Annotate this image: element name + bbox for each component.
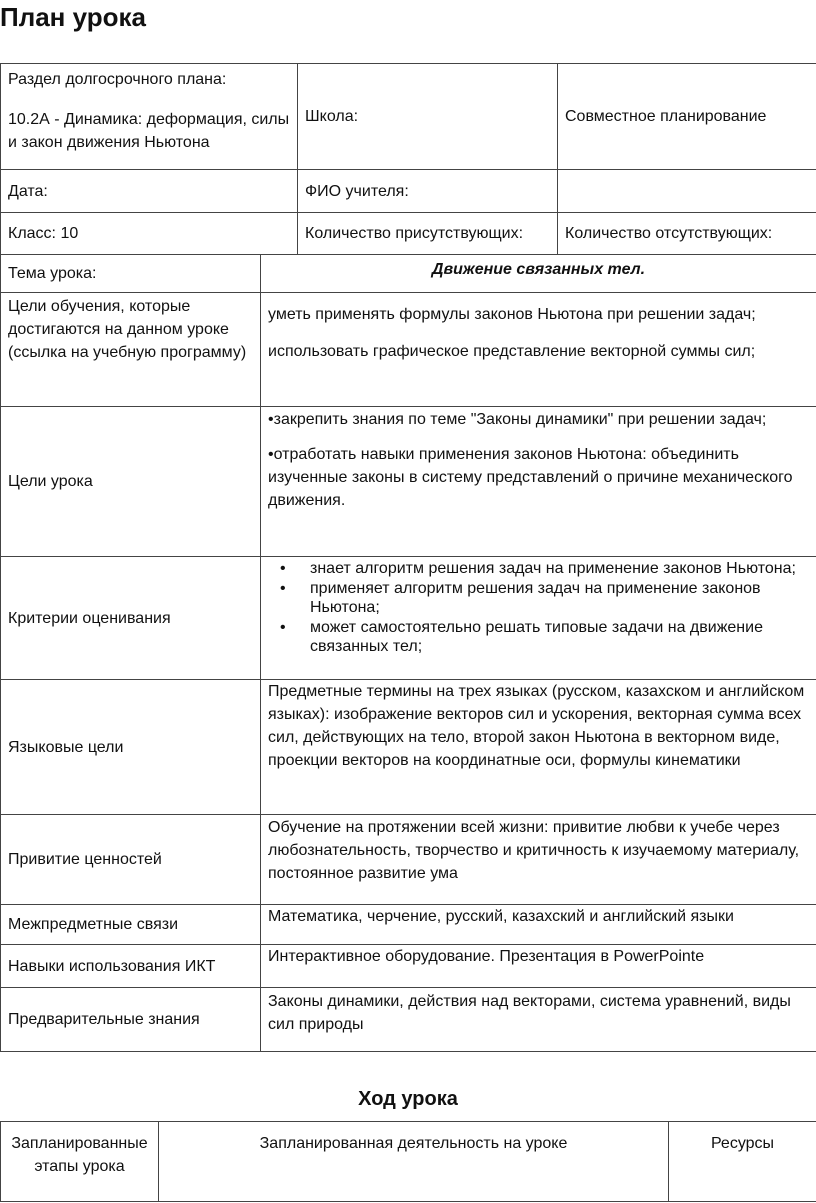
lesson-header-table: [0, 63, 816, 255]
date-cell: [1, 170, 298, 213]
criteria-list: [268, 559, 809, 657]
section-cell: [1, 64, 298, 170]
activity-header-cell: [159, 1122, 669, 1202]
ict-cell: [261, 945, 816, 988]
class-cell: [1, 213, 298, 255]
criteria-item: • может самостоятельно решать типовые задачи на движение связанных тел;: [268, 618, 809, 657]
criteria-item: • знает алгоритм решения задач на применение законов Ньютона;: [268, 559, 809, 579]
joint-planning-cell: [558, 64, 816, 170]
resources-header: Ресурсы: [710, 1135, 775, 1152]
class-label: Класс: 10: [8, 225, 79, 242]
ict-value: Интерактивное оборудование. Презентация в PowerPointe: [268, 948, 705, 965]
lesson-course-table: [0, 1121, 816, 1202]
absent-cell: [558, 213, 816, 255]
lesson-goal-item: •закрепить знания по теме "Законы динамики" при решении задач;: [268, 411, 767, 428]
ict-label: Навыки использования ИКТ: [8, 957, 216, 975]
activity-header: Запланированная деятельность на уроке: [259, 1135, 568, 1152]
criteria-item: • применяет алгоритм решения задач на применение законов Ньютона;: [268, 579, 809, 618]
lesson-goals-label: Цели урока: [8, 473, 93, 490]
values-value: Обучение на протяжении всей жизни: привитие любви к учебе через любознательность, творчество и критичность к изучаемому материалу, постоянное развитие ума: [268, 819, 800, 882]
topic-value: Движение связанных тел.: [431, 261, 646, 278]
criteria-label-cell: [1, 557, 261, 680]
stages-header: Запланированные этапы урока: [11, 1135, 148, 1175]
objectives-label: Цели обучения, которые достигаются на данном уроке (ссылка на учебную программу): [8, 298, 247, 361]
present-cell: [298, 213, 558, 255]
language-label-cell: [1, 680, 261, 815]
criteria-cell: [261, 557, 816, 680]
lesson-goals-label-cell: [1, 407, 261, 557]
present-label: Количество присутствующих:: [305, 225, 524, 242]
stages-header-cell: [1, 1122, 159, 1202]
resources-header-cell: [669, 1122, 816, 1202]
language-label: Языковые цели: [8, 738, 124, 756]
objectives-cell: [261, 293, 816, 407]
topic-label: Тема урока:: [8, 265, 97, 282]
values-cell: [261, 815, 816, 905]
ict-label-cell: [1, 945, 261, 988]
cross-label: Межпредметные связи: [8, 916, 179, 933]
prior-value: Законы динамики, действия над векторами, система уравнений, виды сил природы: [268, 993, 791, 1033]
values-label: Привитие ценностей: [8, 851, 162, 868]
objective-item: уметь применять формулы законов Ньютона при решении задач;: [268, 306, 756, 323]
language-cell: [261, 680, 816, 815]
topic-label-cell: [1, 255, 261, 293]
prior-label-cell: [1, 988, 261, 1052]
school-cell: [298, 64, 558, 170]
cross-value: Математика, черчение, русский, казахский и английский языки: [268, 908, 734, 925]
lesson-goal-item: •отработать навыки применения законов Ньютона: объединить изученные законы в систему представлений о причине механического движения.: [268, 446, 793, 509]
lesson-goals-cell: [261, 407, 816, 557]
topic-value-cell: [261, 255, 816, 293]
school-label: Школа:: [305, 108, 359, 125]
cross-cell: [261, 905, 816, 945]
criteria-label: Критерии оценивания: [8, 609, 171, 627]
page-title: План урока: [0, 2, 146, 32]
objectives-label-cell: [1, 293, 261, 407]
prior-cell: [261, 988, 816, 1052]
cross-label-cell: [1, 905, 261, 945]
date-label: Дата:: [8, 182, 48, 200]
language-value: Предметные термины на трех языках (русском, казахском и английском языках): изображение векторов сил и ускорения, векторная сумма всех сил, действующих на тело, второй закон Ньютона в векторном виде, проекции векторов на координатные оси, формулы кинематики: [268, 683, 805, 769]
empty-cell: [558, 170, 816, 213]
lesson-plan-table: [0, 254, 816, 1052]
objective-item: использовать графическое представление векторной суммы сил;: [268, 343, 756, 360]
prior-label: Предварительные знания: [8, 1011, 200, 1028]
section-label: Раздел долгосрочного плана:: [8, 71, 227, 88]
values-label-cell: [1, 815, 261, 905]
section-value: 10.2А - Динамика: деформация, силы и закон движения Ньютона: [8, 111, 290, 151]
teacher-cell: [298, 170, 558, 213]
absent-label: Количество отсутствующих:: [565, 225, 773, 242]
joint-planning-label: Совместное планирование: [565, 108, 767, 125]
course-heading: Ход урока: [358, 1088, 458, 1110]
teacher-label: ФИО учителя:: [305, 182, 409, 200]
